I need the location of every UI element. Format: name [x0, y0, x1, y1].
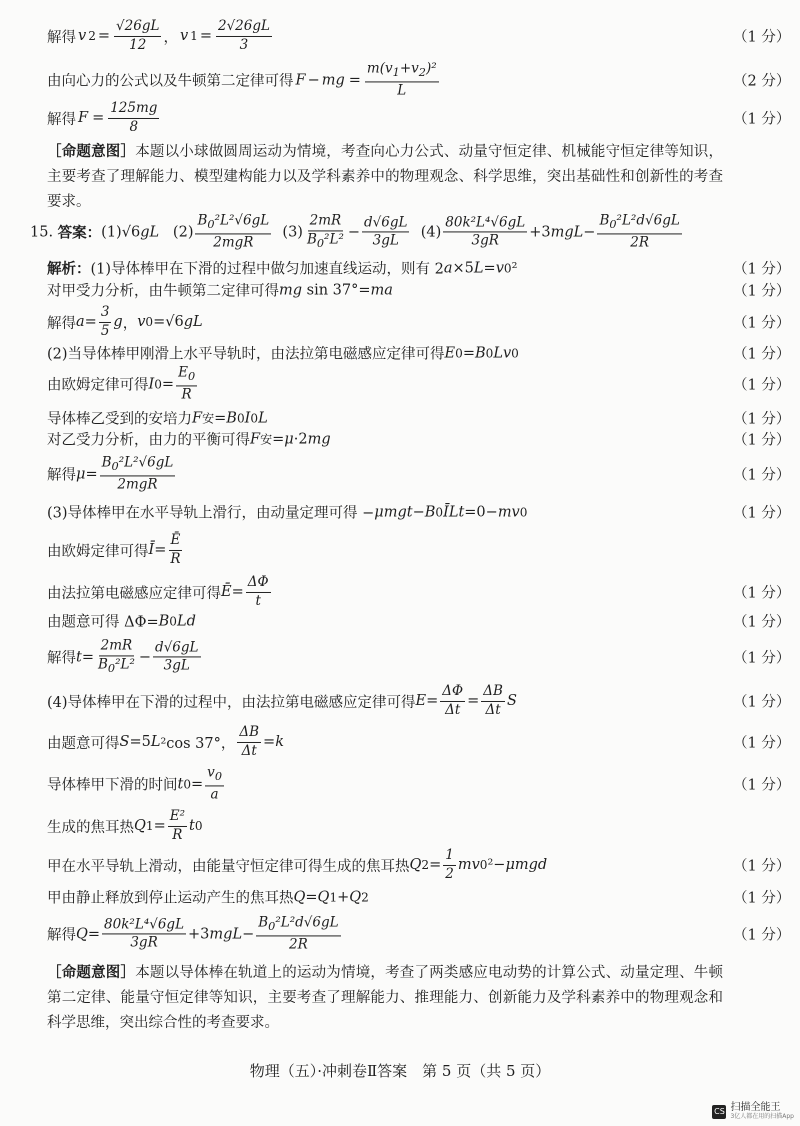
solution-line: (4)导体棒甲在下滑的过程中，由法拉第电磁感应定律可得 E = $\frac{\Delta\Phi}{\Delta t}$ = $\frac{\Delta B}{\Delta t}$ S （1 分）	[47, 682, 791, 718]
solution-line: 解得 Q = $\frac{\text{80k²L⁴√6gL}}{3gR}$ +3 mgL − $\frac{B_0^2L^2d√6gL}{2R}$ （1 分）	[47, 914, 791, 953]
solution-line: 解得 μ = $\frac{B_0^2L^2√6gL}{\text{2mgR}}$ （1 分）	[47, 454, 791, 493]
points-label: （1 分）	[733, 111, 791, 128]
answer-line: 15. 答案： (1)√6 gL (2) $\frac{B_0^2L^2√6gL}{\text{2mgR}}$ (3) $\frac{2mR}{B_0^2L^2}$ − $\frac{d√6gL}{3gL}$ (4) $\frac{\text{80k²L⁴√6gL}}{3gR}$ +3 mgL − $\frac{B_0^2L^2d√6gL}{2R}$	[30, 212, 680, 251]
points-label: （1 分）	[733, 346, 791, 363]
solution-line: 对甲受力分析，由牛顿第二定律可得 mg sin 37°= ma （1 分）	[47, 276, 800, 304]
points-label: （1 分）	[733, 927, 791, 944]
solution-line: 解得 F = $\frac{125mg}{8}$ （1 分）	[47, 99, 791, 135]
scanner-logo-icon: CS	[712, 1105, 726, 1119]
intent-paragraph	[47, 960, 723, 1036]
intent-paragraph	[47, 139, 723, 215]
watermark-title: 扫描全能王	[730, 1102, 781, 1113]
solution-line: 生成的焦耳热 Q 1 = $\frac{\text{E²}}{R}$ t 0	[47, 807, 203, 843]
points-label: （1 分）	[733, 694, 791, 711]
solution-line: 导体棒甲下滑的时间 t 0 = $\frac{v_0}{a}$ （1 分）	[47, 764, 791, 803]
points-label: （1 分）	[733, 315, 791, 332]
watermark-subtitle: 3亿人都在用的扫描App	[730, 1113, 794, 1120]
answer-label: 答案：	[57, 224, 102, 242]
solution-line: (3)导体棒甲在水平导轨上滑行，由动量定理可得 − μmgt − B 0 ĪLt =0− mv 0 （1 分）	[47, 498, 800, 526]
intent-tag: ［命题意图］	[47, 143, 136, 160]
points-label: （1 分）	[733, 467, 791, 484]
solution-line: 由向心力的公式以及牛顿第二定律可得 F − mg = $\frac{m(v_1+v_2)^2}{L}$ （2 分）	[47, 60, 791, 99]
points-label: （1 分）	[733, 261, 791, 278]
points-label: （1 分）	[733, 735, 791, 752]
solution-line: 解析： (1)导体棒甲在下滑的过程中做匀加速直线运动，则有 2 a ×5 L = v 0 ² （1 分）	[47, 254, 800, 282]
solution-line: 甲由静止释放到停止运动产生的焦耳热 Q = Q 1 + Q 2 （1 分）	[47, 883, 800, 911]
intent-text: 本题以导体棒在轨道上的运动为情境，考查了两类感应电动势的计算公式、动量定理、牛顿第二定律、能量守恒定律等知识，主要考查了理解能力、推理能力、创新能力及学科素养中的物理观念和科学思维，突出综合性的考查要求。	[47, 965, 723, 1031]
solution-line: 由题意可得 ΔΦ= B 0 Ld （1 分）	[47, 607, 800, 635]
solution-line: 对乙受力分析，由力的平衡可得 F 安 = μ ·2 mg （1 分）	[47, 425, 800, 453]
points-label: （1 分）	[733, 585, 791, 602]
points-label: （1 分）	[733, 650, 791, 667]
points-label: （1 分）	[733, 411, 791, 428]
points-label: （1 分）	[733, 432, 791, 449]
solution-line: 导体棒乙受到的安培力 F 安 = B 0 I 0 L （1 分）	[47, 404, 800, 432]
question-number: 15.	[30, 223, 54, 240]
intent-tag: ［命题意图］	[47, 964, 136, 981]
points-label: （1 分）	[733, 614, 791, 631]
points-label: （1 分）	[733, 890, 791, 907]
points-label: （1 分）	[733, 505, 791, 522]
solution-line: 解得 t = $\frac{2mR}{B_0^2L^2}$ − $\frac{d√6gL}{3gL}$ （1 分）	[47, 637, 791, 675]
solution-line: 由欧姆定律可得 Ī = $\frac{Ē}{R}$	[47, 531, 181, 567]
solution-line: 甲在水平导轨上滑动，由能量守恒定律可得生成的焦耳热 Q 2 = $\frac{1}{2}$ mv 0 ²− μmgd （1 分）	[47, 846, 791, 882]
solution-line: 由欧姆定律可得 I 0 = $\frac{E_0}{R}$ （1 分）	[47, 364, 791, 403]
solution-line: 由法拉第电磁感应定律可得 Ē = $\frac{\Delta\Phi}{t}$ （1 分）	[47, 573, 791, 609]
points-label: （1 分）	[733, 283, 791, 300]
points-label: （1 分）	[733, 377, 791, 394]
solution-line: (2)当导体棒甲刚滑上水平导轨时，由法拉第电磁感应定律可得 E 0 = B 0 Lv 0 （1 分）	[47, 339, 800, 367]
solution-line: 解得 v 2 = $\frac{√26gL}{12}$ ， v 1 = $\frac{2√26gL}{3}$ （1 分）	[47, 17, 791, 53]
points-label: （1 分）	[733, 777, 791, 794]
points-label: （1 分）	[733, 29, 791, 46]
intent-text: 本题以小球做圆周运动为情境，考查向心力公式、动量守恒定律、机械能守恒定律等知识，主要考查了理解能力、模型建构能力以及学科素养中的物理观念、科学思维，突出基础性和创新性的考查要求。	[47, 144, 723, 210]
points-label: （2 分）	[733, 73, 791, 90]
solution-line: 解得 a = $\frac{3}{5}$ g ， v 0 =√6 gL （1 分）	[47, 303, 791, 339]
solution-line: 由题意可得 S =5 L ²cos 37°， $\frac{\Delta B}{\Delta t}$ = k （1 分）	[47, 723, 791, 759]
points-label: （1 分）	[733, 858, 791, 875]
scanner-watermark	[712, 1103, 794, 1120]
page-footer: 物理（五）·冲刺卷Ⅱ答案 第 5 页（共 5 页）	[249, 1062, 551, 1080]
